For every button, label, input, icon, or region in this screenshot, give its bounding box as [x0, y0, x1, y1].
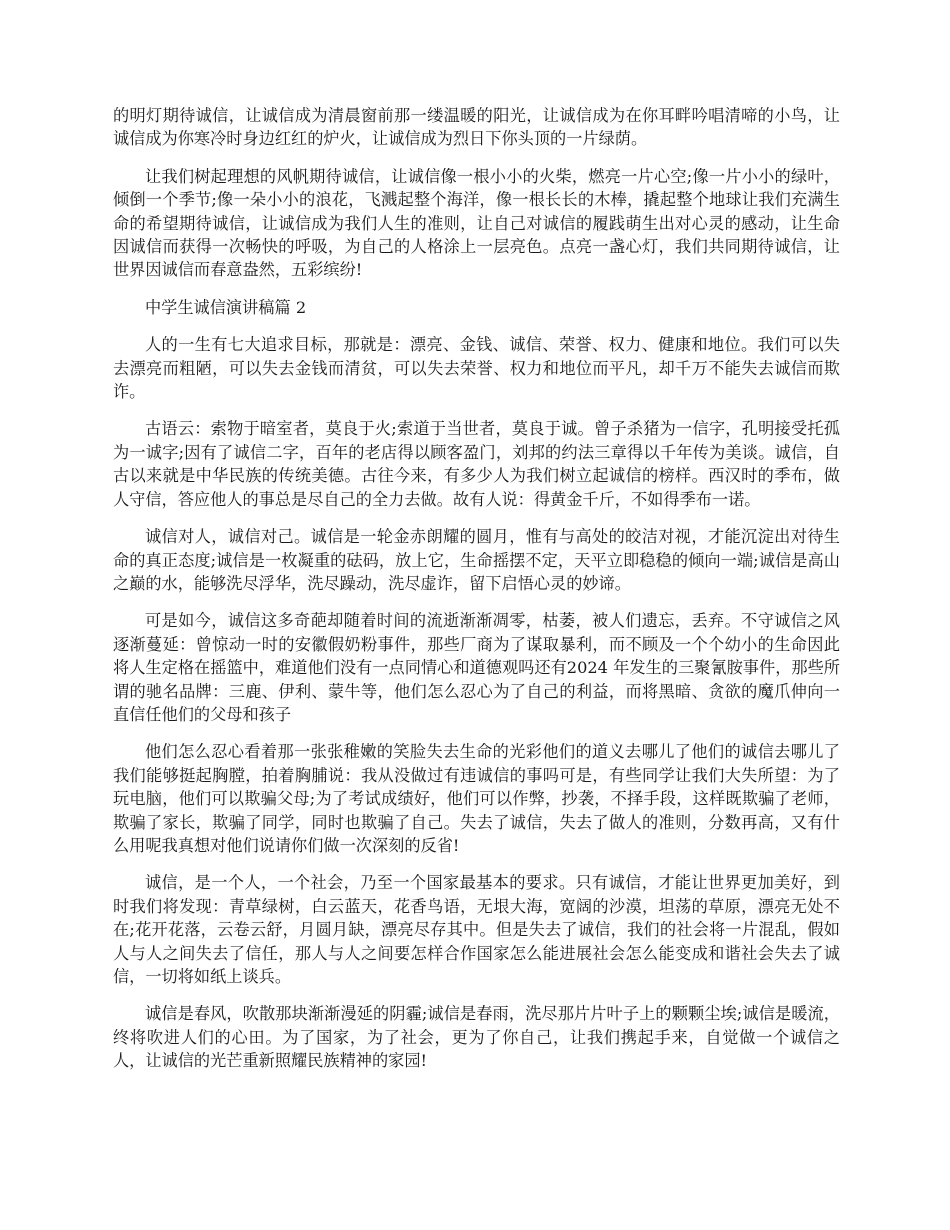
paragraph-honesty-to-self: 诚信对人，诚信对己。诚信是一轮金赤朗耀的圆月，惟有与高处的皎洁对视，才能沉淀出对待生命的真正态度;诚信是一枚凝重的砝码，放上它，生命摇摆不定，天平立即稳稳的倾向一端;诚信是高山之巅的水，能够洗尽浮华，洗尽躁动，洗尽虚诈，留下启悟心灵的妙谛。	[113, 527, 840, 593]
paragraph-ancient-saying: 古语云：索物于暗室者，莫良于火;索道于当世者，莫良于诚。曾子杀猪为一信字，孔明接受托孤为一诚字;因有了诚信二字，百年的老店得以顾客盈门，刘邦的约法三章得以千年传为美谈。诚信，自古以来就是中华民族的传统美德。古往今来，有多少人为我们树立起诚信的榜样。西汉时的季布，做人守信，答应他人的事总是尽自己的全力去做。故有人说：得黄金千斤，不如得季布一诺。	[113, 419, 840, 509]
paragraph-decline-of-honesty: 可是如今，诚信这多奇葩却随着时间的流逝渐渐凋零，枯萎，被人们遗忘，丢弃。不守诚信之风逐渐蔓延：曾惊动一时的安徽假奶粉事件，那些厂商为了谋取暴利，而不顾及一个个幼小的生命因此将人生定格在摇篮中，难道他们没有一点同情心和道德观吗还有2024 年发生的三聚氰胺事件，那些所谓的驰名品牌：三鹿、伊利、蒙牛等，他们怎么忍心为了自己的利益，而将黑暗、贪欲的魔爪伸向一直信任他们的父母和孩子	[113, 611, 840, 724]
paragraph-life-goals: 人的一生有七大追求目标，那就是：漂亮、金钱、诚信、荣誉、权力、健康和地位。我们可以失去漂亮而粗陋，可以失去金钱而清贫，可以失去荣誉、权力和地位而平凡，却千万不能失去诚信而欺诈。	[113, 335, 840, 402]
paragraph-sail-of-ideals: 让我们树起理想的风帆期待诚信，让诚信像一根小小的火柴，燃亮一片心空;像一片小小的绿叶，倾倒一个季节;像一朵小小的浪花，飞溅起整个海洋，像一根长长的木棒，撬起整个地球让我们充满生命的希望期待诚信，让诚信成为我们人生的准则，让自己对诚信的履践萌生出对心灵的感动，让生命因诚信而获得一次畅快的呼吸，为自己的人格涂上一层亮色。点亮一盏心灯，我们共同期待诚信，让世界因诚信而春意盎然，五彩缤纷!	[113, 166, 840, 280]
document-body	[113, 104, 840, 1087]
paragraph-students-reflection: 他们怎么忍心看着那一张张稚嫩的笑脸失去生命的光彩他们的道义去哪儿了他们的诚信去哪儿了我们能够挺起胸膛，拍着胸脯说：我从没做过有违诚信的事吗可是，有些同学让我们大失所望：为了玩电脑，他们可以欺骗父母;为了考试成绩好，他们可以作弊，抄袭，不择手段，这样既欺骗了老师，欺骗了家长，欺骗了同学，同时也欺骗了自己。失去了诚信，失去了做人的准则，分数再高，又有什么用呢我真想对他们说请你们做一次深刻的反省!	[113, 742, 840, 855]
paragraph-basic-requirement: 诚信，是一个人，一个社会，乃至一个国家最基本的要求。只有诚信，才能让世界更加美好，到时我们将发现：青草绿树，白云蓝天，花香鸟语，无垠大海，宽阔的沙漠，坦荡的草原，漂亮无处不在;花开花落，云卷云舒，月圆月缺，漂亮尽存其中。但是失去了诚信，我们的社会将一片混乱，假如人与人之间失去了信任，那人与人之间要怎样合作国家怎么能进展社会怎么能变成和谐社会失去了诚信，一切将如纸上谈兵。	[113, 873, 840, 986]
paragraph-closing: 诚信是春风，吹散那块渐渐漫延的阴霾;诚信是春雨，洗尽那片片叶子上的颗颗尘埃;诚信是暖流，终将吹进人们的心田。为了国家，为了社会，更为了你自己，让我们携起手来，自觉做一个诚信之人，让诚信的光芒重新照耀民族精神的家园!	[113, 1004, 840, 1071]
paragraph-continued: 的明灯期待诚信，让诚信成为清晨窗前那一缕温暖的阳光，让诚信成为在你耳畔吟唱清啼的小鸟，让诚信成为你寒冷时身边红红的炉火，让诚信成为烈日下你头顶的一片绿荫。	[113, 106, 840, 149]
section-heading: 中学生诚信演讲稿篇 2	[145, 297, 307, 317]
